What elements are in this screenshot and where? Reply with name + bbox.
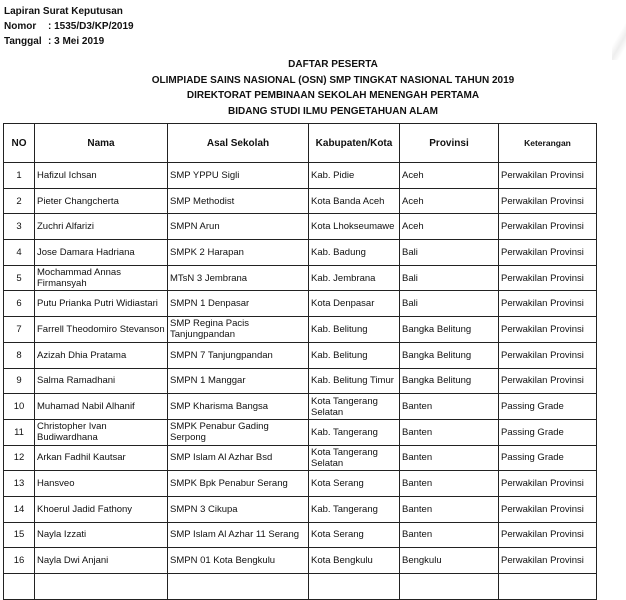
cell-kabupaten: Kota Serang [309,522,400,548]
cell-nama: Arkan Fadhil Kautsar [35,445,168,471]
cell-asal-sekolah: SMPN Arun [168,214,309,240]
cell-provinsi: Banten [400,522,499,548]
table-row [4,496,597,522]
title-line: DAFTAR PESERTA [288,59,378,70]
cell-asal-sekolah: SMP Kharisma Bangsa [168,394,309,420]
cell-empty [400,574,499,600]
column-header-provinsi: Provinsi [400,124,499,163]
cell-keterangan: Perwakilan Provinsi [499,163,597,189]
cell-kabupaten: Kab. Belitung [309,342,400,368]
cell-no: 11 [4,419,35,445]
cell-keterangan: Perwakilan Provinsi [499,548,597,574]
cell-asal-sekolah: SMPK 2 Harapan [168,240,309,266]
table-row [4,368,597,394]
tanggal-value: : 3 Mei 2019 [48,36,105,47]
cell-no: 8 [4,342,35,368]
cell-kabupaten: Kota Banda Aceh [309,188,400,214]
table-row-partial [4,574,597,600]
table-row [4,522,597,548]
cell-empty [4,574,35,600]
cell-nama: Muhamad Nabil Alhanif [35,394,168,420]
cell-nama: Mochammad Annas Firmansyah [35,265,168,291]
cell-nama: Putu Prianka Putri Widiastari [35,291,168,317]
cell-provinsi: Bengkulu [400,548,499,574]
column-header-kabupaten: Kabupaten/Kota [309,124,400,163]
table-row [4,445,597,471]
cell-no: 6 [4,291,35,317]
cell-provinsi: Bali [400,291,499,317]
cell-provinsi: Banten [400,394,499,420]
cell-asal-sekolah: SMP Islam Al Azhar 11 Serang [168,522,309,548]
table-row [4,265,597,291]
cell-kabupaten: Kab. Tangerang [309,419,400,445]
cell-nama: Farrell Theodomiro Stevanson [35,317,168,343]
tanggal-label: Tanggal [4,36,42,47]
cell-nama: Jose Damara Hadriana [35,240,168,266]
cell-nama: Christopher Ivan Budiwardhana [35,419,168,445]
cell-nama: Hafizul Ichsan [35,163,168,189]
cell-provinsi: Banten [400,419,499,445]
cell-asal-sekolah: SMP Regina Pacis Tanjungpandan [168,317,309,343]
column-header-no: NO [4,124,35,163]
attachment-title: Lapiran Surat Keputusan [4,6,123,17]
cell-keterangan: Perwakilan Provinsi [499,522,597,548]
cell-empty [499,574,597,600]
cell-keterangan: Passing Grade [499,394,597,420]
cell-no: 4 [4,240,35,266]
cell-nama: Zuchri Alfarizi [35,214,168,240]
cell-no: 16 [4,548,35,574]
cell-no: 3 [4,214,35,240]
cell-keterangan: Passing Grade [499,419,597,445]
cell-keterangan: Perwakilan Provinsi [499,471,597,497]
cell-asal-sekolah: SMPN 3 Cikupa [168,496,309,522]
cell-provinsi: Bali [400,240,499,266]
table-header-row [4,124,597,163]
cell-kabupaten: Kota Denpasar [309,291,400,317]
cell-no: 2 [4,188,35,214]
cell-empty [35,574,168,600]
cell-provinsi: Banten [400,445,499,471]
cell-keterangan: Perwakilan Provinsi [499,240,597,266]
cell-nama: Nayla Izzati [35,522,168,548]
cell-nama: Hansveo [35,471,168,497]
cell-asal-sekolah: SMPN 1 Denpasar [168,291,309,317]
title-line: OLIMPIADE SAINS NASIONAL (OSN) SMP TINGKAT NASIONAL TAHUN 2019 [151,74,515,86]
cell-provinsi: Banten [400,471,499,497]
cell-provinsi: Bangka Belitung [400,342,499,368]
table-row [4,342,597,368]
cell-provinsi: Aceh [400,163,499,189]
cell-asal-sekolah: SMPK Bpk Penabur Serang [168,471,309,497]
cell-keterangan: Perwakilan Provinsi [499,291,597,317]
cell-asal-sekolah: SMP Methodist [168,188,309,214]
table-row [4,291,597,317]
cell-no: 9 [4,368,35,394]
column-header-asal-sekolah: Asal Sekolah [168,124,309,163]
cell-provinsi: Aceh [400,188,499,214]
cell-nama: Salma Ramadhani [35,368,168,394]
cell-asal-sekolah: SMP Islam Al Azhar Bsd [168,445,309,471]
cell-asal-sekolah: SMPK Penabur Gading Serpong [168,419,309,445]
cell-no: 14 [4,496,35,522]
column-header-nama: Nama [35,124,168,163]
table-row [4,548,597,574]
cell-provinsi: Banten [400,496,499,522]
cell-no: 12 [4,445,35,471]
cell-asal-sekolah: SMP YPPU Sigli [168,163,309,189]
document-meta [4,4,134,49]
nomor-value: : 1535/D3/KP/2019 [48,21,134,32]
cell-kabupaten: Kota Tangerang Selatan [309,445,400,471]
cell-no: 7 [4,317,35,343]
cell-no: 1 [4,163,35,189]
table-row [4,419,597,445]
cell-nama: Nayla Dwi Anjani [35,548,168,574]
cell-kabupaten: Kota Serang [309,471,400,497]
table-row [4,188,597,214]
cell-kabupaten: Kab. Badung [309,240,400,266]
table-row [4,163,597,189]
cell-keterangan: Perwakilan Provinsi [499,317,597,343]
table-row [4,214,597,240]
cell-no: 10 [4,394,35,420]
cell-keterangan: Perwakilan Provinsi [499,368,597,394]
cell-keterangan: Perwakilan Provinsi [499,496,597,522]
cell-provinsi: Bangka Belitung [400,368,499,394]
table-row [4,317,597,343]
table-row [4,471,597,497]
cell-keterangan: Perwakilan Provinsi [499,265,597,291]
title-line: DIREKTORAT PEMBINAAN SEKOLAH MENENGAH PERTAMA [186,90,480,101]
table-row [4,394,597,420]
cell-no: 15 [4,522,35,548]
document-titles [0,57,626,119]
cell-kabupaten: Kab. Pidie [309,163,400,189]
cell-nama: Khoerul Jadid Fathony [35,496,168,522]
cell-kabupaten: Kota Lhokseumawe [309,214,400,240]
cell-provinsi: Aceh [400,214,499,240]
cell-provinsi: Bali [400,265,499,291]
cell-keterangan: Perwakilan Provinsi [499,342,597,368]
cell-no: 13 [4,471,35,497]
cell-keterangan: Perwakilan Provinsi [499,214,597,240]
cell-no: 5 [4,265,35,291]
cell-kabupaten: Kab. Belitung [309,317,400,343]
title-line: BIDANG STUDI ILMU PENGETAHUAN ALAM [228,105,438,117]
cell-keterangan: Perwakilan Provinsi [499,188,597,214]
cell-kabupaten: Kab. Jembrana [309,265,400,291]
cell-asal-sekolah: SMPN 01 Kota Bengkulu [168,548,309,574]
cell-provinsi: Bangka Belitung [400,317,499,343]
cell-asal-sekolah: SMPN 1 Manggar [168,368,309,394]
cell-empty [168,574,309,600]
cell-asal-sekolah: SMPN 7 Tanjungpandan [168,342,309,368]
column-header-keterangan: Keterangan [499,124,597,163]
cell-kabupaten: Kota Tangerang Selatan [309,394,400,420]
cell-kabupaten: Kab. Tangerang [309,496,400,522]
participant-table [3,123,597,600]
cell-asal-sekolah: MTsN 3 Jembrana [168,265,309,291]
cell-nama: Azizah Dhia Pratama [35,342,168,368]
cell-kabupaten: Kab. Belitung Timur [309,368,400,394]
cell-kabupaten: Kota Bengkulu [309,548,400,574]
scan-artifact [612,20,626,60]
table-row [4,240,597,266]
nomor-label: Nomor [4,21,37,32]
cell-empty [309,574,400,600]
cell-keterangan: Passing Grade [499,445,597,471]
cell-nama: Pieter Changcherta [35,188,168,214]
